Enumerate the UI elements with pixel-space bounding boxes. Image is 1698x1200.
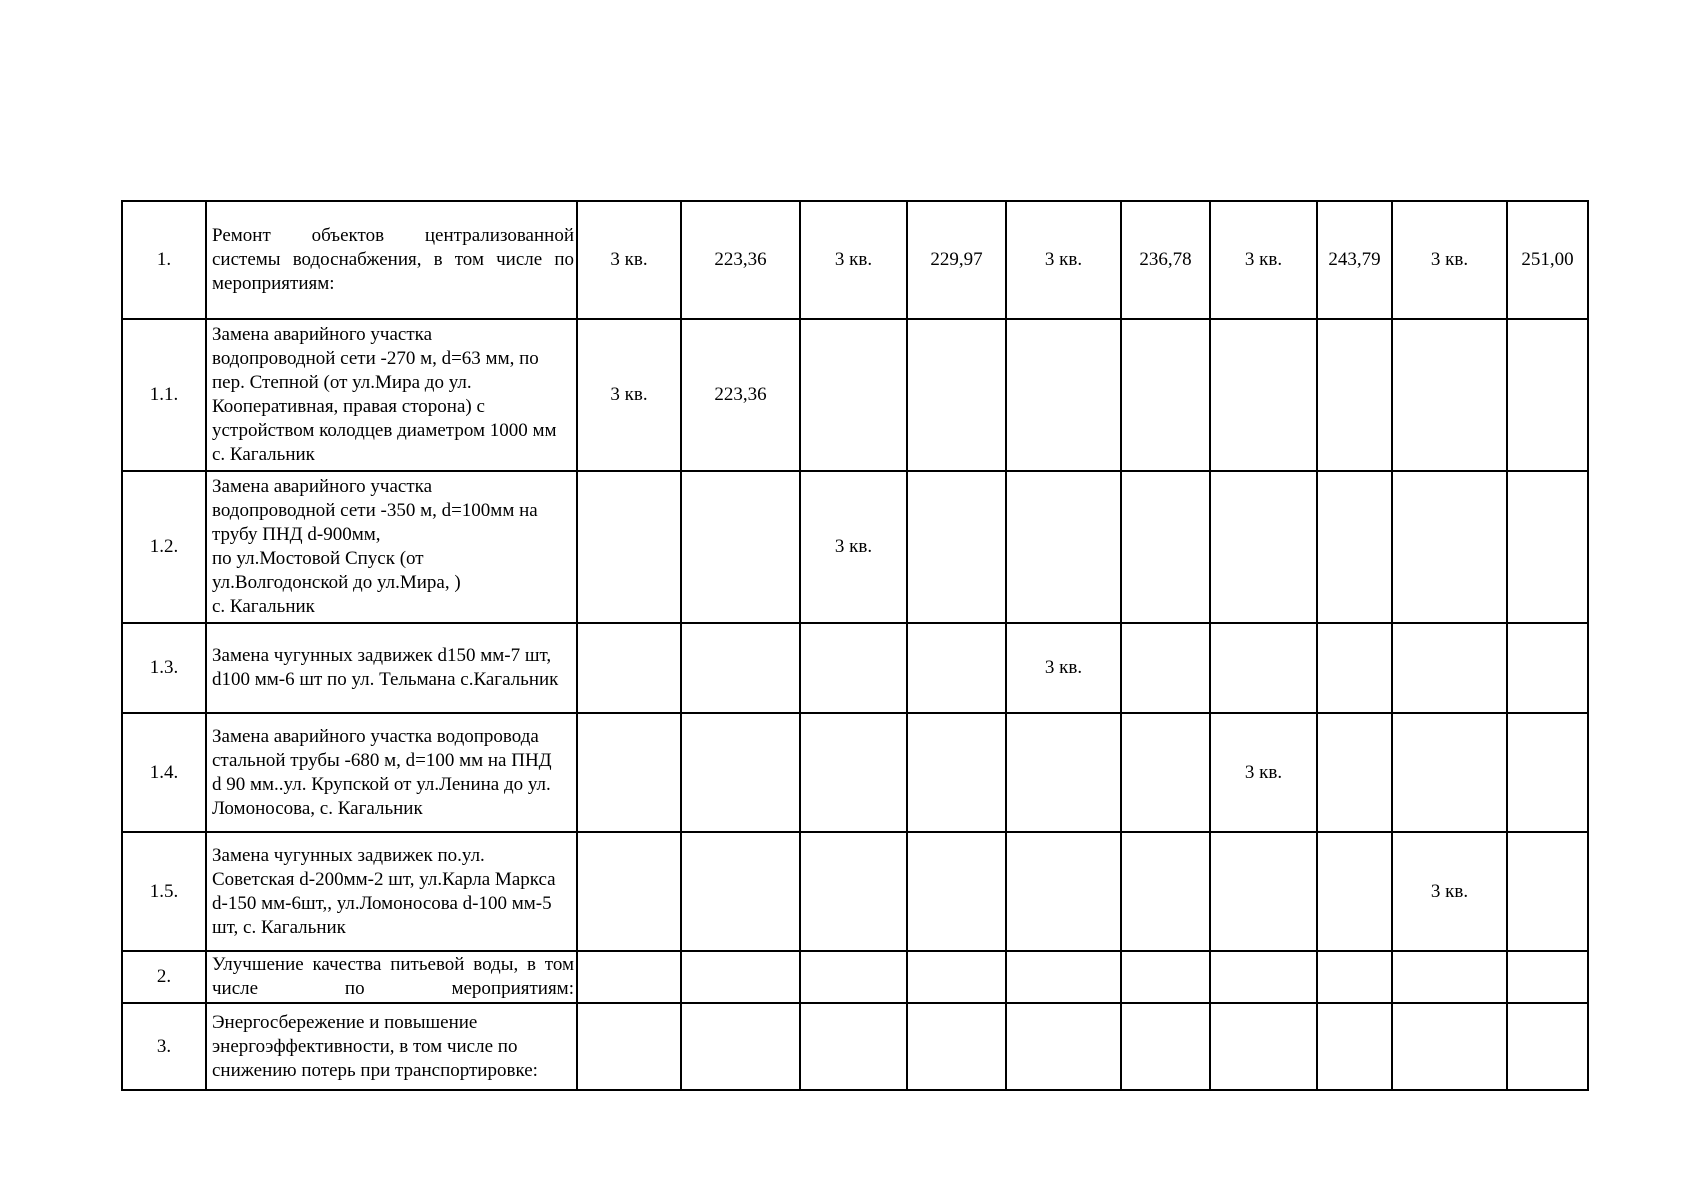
amount-cell [1317, 623, 1392, 713]
amount-cell [1317, 951, 1392, 1003]
amount-cell [907, 713, 1006, 832]
quarter-cell [577, 1003, 681, 1090]
amount-cell [1317, 471, 1392, 623]
table-row [122, 951, 1588, 1003]
quarter-cell: 3 кв. [1006, 201, 1121, 319]
quarter-cell [800, 1003, 907, 1090]
row-number: 2. [122, 951, 206, 1003]
amount-cell: 229,97 [907, 201, 1006, 319]
quarter-cell [1392, 1003, 1507, 1090]
quarter-cell [1392, 713, 1507, 832]
quarter-cell: 3 кв. [1006, 623, 1121, 713]
amount-cell [1121, 319, 1210, 471]
measure-name: Замена чугунных задвижек d150 мм-7 шт, d100 мм-6 шт по ул. Тельмана с.Кагальник [206, 623, 577, 713]
amount-cell [681, 713, 800, 832]
amount-cell [681, 623, 800, 713]
amount-cell [1121, 713, 1210, 832]
amount-cell: 223,36 [681, 319, 800, 471]
quarter-cell [1392, 623, 1507, 713]
measures-table [121, 200, 1589, 1091]
table-row [122, 832, 1588, 951]
measure-name: Улучшение качества питьевой воды, в том числе по мероприятиям: [206, 951, 577, 1003]
amount-cell [681, 471, 800, 623]
row-number: 3. [122, 1003, 206, 1090]
quarter-cell [1210, 623, 1317, 713]
quarter-cell: 3 кв. [1392, 201, 1507, 319]
quarter-cell: 3 кв. [577, 201, 681, 319]
amount-cell [907, 951, 1006, 1003]
row-number: 1.4. [122, 713, 206, 832]
quarter-cell [1006, 951, 1121, 1003]
quarter-cell: 3 кв. [577, 319, 681, 471]
quarter-cell [800, 623, 907, 713]
quarter-cell [800, 713, 907, 832]
amount-cell [1507, 951, 1588, 1003]
measure-name: Замена аварийного участка водопроводной сети -350 м, d=100мм на трубу ПНД d-900мм, по ул.Мостовой Спуск (от ул.Волгодонской до ул.Мира, ) с. Кагальник [206, 471, 577, 623]
quarter-cell [1210, 951, 1317, 1003]
table-row [122, 201, 1588, 319]
row-number: 1.5. [122, 832, 206, 951]
quarter-cell [1006, 832, 1121, 951]
amount-cell [907, 471, 1006, 623]
table-body [122, 201, 1588, 1090]
amount-cell: 243,79 [1317, 201, 1392, 319]
measure-name: Энергосбережение и повышение энергоэффективности, в том числе по снижению потерь при транспортировке: [206, 1003, 577, 1090]
quarter-cell [577, 471, 681, 623]
quarter-cell [1006, 319, 1121, 471]
quarter-cell [577, 832, 681, 951]
quarter-cell: 3 кв. [800, 201, 907, 319]
amount-cell [681, 951, 800, 1003]
quarter-cell [1210, 319, 1317, 471]
amount-cell [1121, 1003, 1210, 1090]
quarter-cell [1392, 319, 1507, 471]
amount-cell [1121, 832, 1210, 951]
measure-name: Замена чугунных задвижек по.ул. Советская d-200мм-2 шт, ул.Карла Маркса d-150 мм-6шт,, ул.Ломоносова d-100 мм-5 шт, с. Кагальник [206, 832, 577, 951]
quarter-cell [1392, 471, 1507, 623]
quarter-cell [1392, 951, 1507, 1003]
amount-cell [1507, 832, 1588, 951]
amount-cell [1507, 623, 1588, 713]
amount-cell [1507, 713, 1588, 832]
measure-name: Замена аварийного участка водопроводной сети -270 м, d=63 мм, по пер. Степной (от ул.Мира до ул. Кооперативная, правая сторона) с устройством колодцев диаметром 1000 мм с. Кагальник [206, 319, 577, 471]
quarter-cell: 3 кв. [1392, 832, 1507, 951]
amount-cell [907, 832, 1006, 951]
quarter-cell [800, 951, 907, 1003]
amount-cell [1507, 319, 1588, 471]
amount-cell: 223,36 [681, 201, 800, 319]
amount-cell [681, 1003, 800, 1090]
amount-cell: 251,00 [1507, 201, 1588, 319]
quarter-cell: 3 кв. [1210, 201, 1317, 319]
quarter-cell [800, 319, 907, 471]
amount-cell [907, 623, 1006, 713]
amount-cell [1507, 471, 1588, 623]
amount-cell [1317, 1003, 1392, 1090]
quarter-cell [1210, 1003, 1317, 1090]
measure-name: Ремонт объектов централизованной системы водоснабжения, в том числе по мероприятиям: [206, 201, 577, 319]
row-number: 1.3. [122, 623, 206, 713]
amount-cell [1317, 319, 1392, 471]
quarter-cell [1210, 471, 1317, 623]
amount-cell [1121, 951, 1210, 1003]
quarter-cell [1210, 832, 1317, 951]
amount-cell [907, 1003, 1006, 1090]
quarter-cell [577, 713, 681, 832]
quarter-cell [577, 623, 681, 713]
row-number: 1.2. [122, 471, 206, 623]
table-row [122, 319, 1588, 471]
quarter-cell [800, 832, 907, 951]
row-number: 1.1. [122, 319, 206, 471]
amount-cell [1317, 713, 1392, 832]
amount-cell [1121, 471, 1210, 623]
quarter-cell [1006, 471, 1121, 623]
table-row [122, 1003, 1588, 1090]
amount-cell [1317, 832, 1392, 951]
quarter-cell [1006, 1003, 1121, 1090]
measure-name: Замена аварийного участка водопровода стальной трубы -680 м, d=100 мм на ПНД d 90 мм..ул. Крупской от ул.Ленина до ул. Ломоносова, с. Кагальник [206, 713, 577, 832]
row-number: 1. [122, 201, 206, 319]
amount-cell [1121, 623, 1210, 713]
amount-cell [907, 319, 1006, 471]
quarter-cell: 3 кв. [800, 471, 907, 623]
table-row [122, 471, 1588, 623]
amount-cell: 236,78 [1121, 201, 1210, 319]
amount-cell [681, 832, 800, 951]
table-row [122, 713, 1588, 832]
quarter-cell [577, 951, 681, 1003]
quarter-cell [1006, 713, 1121, 832]
table-row [122, 623, 1588, 713]
quarter-cell: 3 кв. [1210, 713, 1317, 832]
amount-cell [1507, 1003, 1588, 1090]
